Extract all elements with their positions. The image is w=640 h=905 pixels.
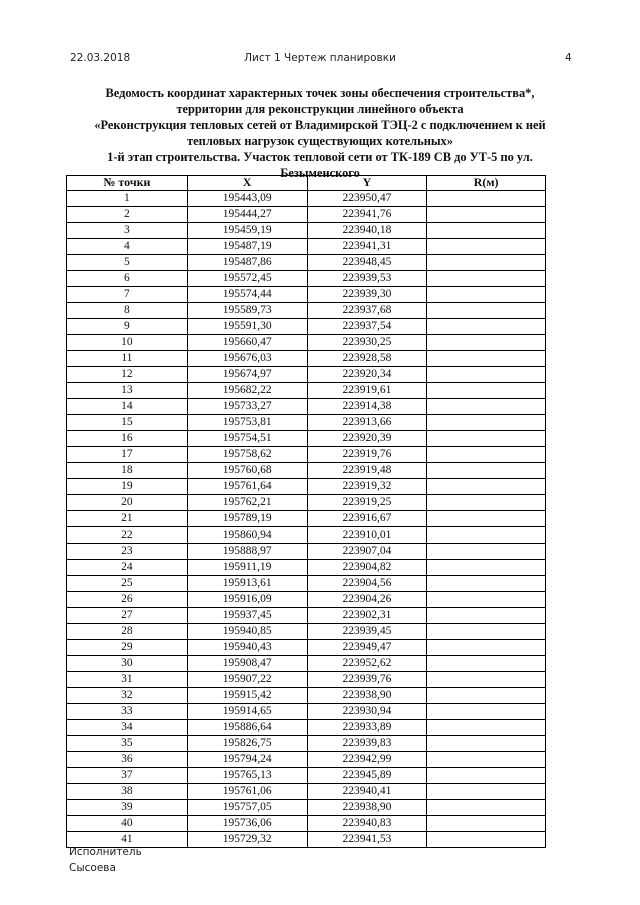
cell-x: 195826,75 — [187, 736, 307, 752]
cell-radius — [427, 286, 546, 302]
table-header-row — [67, 176, 546, 191]
footer-executor-label: Исполнитель — [69, 846, 142, 858]
title-line: Ведомость координат характерных точек зоны обеспечения строительства*, — [105, 86, 535, 100]
cell-y: 223941,76 — [307, 206, 427, 222]
cell-y: 223952,62 — [307, 655, 427, 671]
cell-point-number: 20 — [67, 495, 188, 511]
cell-x: 195754,51 — [187, 431, 307, 447]
cell-radius — [427, 270, 546, 286]
table-row — [67, 816, 546, 832]
table-row — [67, 511, 546, 527]
cell-point-number: 9 — [67, 318, 188, 334]
table-row — [67, 367, 546, 383]
table-row — [67, 607, 546, 623]
cell-x: 195459,19 — [187, 222, 307, 238]
cell-x: 195794,24 — [187, 752, 307, 768]
cell-y: 223940,18 — [307, 222, 427, 238]
cell-radius — [427, 415, 546, 431]
table-row — [67, 720, 546, 736]
cell-radius — [427, 238, 546, 254]
cell-y: 223920,34 — [307, 367, 427, 383]
cell-x: 195487,19 — [187, 238, 307, 254]
cell-x: 195682,22 — [187, 383, 307, 399]
cell-point-number: 19 — [67, 479, 188, 495]
cell-point-number: 40 — [67, 816, 188, 832]
cell-point-number: 6 — [67, 270, 188, 286]
cell-radius — [427, 431, 546, 447]
cell-y: 223904,56 — [307, 575, 427, 591]
cell-y: 223919,48 — [307, 463, 427, 479]
cell-radius — [427, 752, 546, 768]
cell-x: 195940,85 — [187, 623, 307, 639]
table-row — [67, 623, 546, 639]
column-header-point-number: № точки — [67, 176, 188, 191]
cell-y: 223940,41 — [307, 784, 427, 800]
cell-x: 195676,03 — [187, 350, 307, 366]
cell-radius — [427, 784, 546, 800]
cell-point-number: 10 — [67, 334, 188, 350]
cell-point-number: 18 — [67, 463, 188, 479]
cell-point-number: 5 — [67, 254, 188, 270]
cell-x: 195860,94 — [187, 527, 307, 543]
cell-point-number: 25 — [67, 575, 188, 591]
cell-y: 223938,90 — [307, 800, 427, 816]
cell-y: 223930,25 — [307, 334, 427, 350]
cell-radius — [427, 543, 546, 559]
cell-radius — [427, 720, 546, 736]
table-row — [67, 639, 546, 655]
cell-point-number: 16 — [67, 431, 188, 447]
cell-y: 223907,04 — [307, 543, 427, 559]
cell-x: 195789,19 — [187, 511, 307, 527]
cell-point-number: 28 — [67, 623, 188, 639]
table-row — [67, 222, 546, 238]
cell-y: 223902,31 — [307, 607, 427, 623]
cell-y: 223913,66 — [307, 415, 427, 431]
cell-y: 223939,30 — [307, 286, 427, 302]
table-row — [67, 415, 546, 431]
table-row — [67, 591, 546, 607]
table-row — [67, 800, 546, 816]
cell-radius — [427, 527, 546, 543]
cell-radius — [427, 190, 546, 206]
cell-point-number: 33 — [67, 704, 188, 720]
table-row — [67, 704, 546, 720]
table-row — [67, 463, 546, 479]
table-row — [67, 350, 546, 366]
column-header-radius: R(м) — [427, 176, 546, 191]
cell-point-number: 26 — [67, 591, 188, 607]
cell-point-number: 29 — [67, 639, 188, 655]
table-row — [67, 334, 546, 350]
cell-point-number: 3 — [67, 222, 188, 238]
title-line: территории для реконструкции линейного объекта — [176, 101, 464, 116]
header-sheet-title: Лист 1 Чертеж планировки — [244, 52, 396, 64]
table-row — [67, 736, 546, 752]
cell-y: 223937,54 — [307, 318, 427, 334]
cell-radius — [427, 511, 546, 527]
cell-point-number: 30 — [67, 655, 188, 671]
cell-radius — [427, 607, 546, 623]
cell-radius — [427, 383, 546, 399]
cell-point-number: 15 — [67, 415, 188, 431]
cell-point-number: 7 — [67, 286, 188, 302]
table-row — [67, 527, 546, 543]
column-header-y: Y — [307, 176, 427, 191]
cell-y: 223939,83 — [307, 736, 427, 752]
cell-point-number: 38 — [67, 784, 188, 800]
cell-x: 195765,13 — [187, 768, 307, 784]
table-row — [67, 784, 546, 800]
cell-radius — [427, 479, 546, 495]
table-row — [67, 559, 546, 575]
cell-point-number: 8 — [67, 302, 188, 318]
table-row — [67, 671, 546, 687]
document-title — [40, 86, 600, 181]
cell-y: 223910,01 — [307, 527, 427, 543]
cell-point-number: 41 — [67, 832, 188, 848]
cell-radius — [427, 495, 546, 511]
cell-y: 223928,58 — [307, 350, 427, 366]
cell-y: 223920,39 — [307, 431, 427, 447]
cell-y: 223919,76 — [307, 447, 427, 463]
cell-point-number: 36 — [67, 752, 188, 768]
cell-point-number: 37 — [67, 768, 188, 784]
cell-point-number: 31 — [67, 671, 188, 687]
cell-y: 223930,94 — [307, 704, 427, 720]
cell-y: 223919,25 — [307, 495, 427, 511]
title-line: тепловых нагрузок существующих котельных» — [187, 133, 453, 148]
cell-x: 195753,81 — [187, 415, 307, 431]
cell-radius — [427, 302, 546, 318]
cell-point-number: 4 — [67, 238, 188, 254]
cell-point-number: 35 — [67, 736, 188, 752]
cell-y: 223914,38 — [307, 399, 427, 415]
cell-y: 223948,45 — [307, 254, 427, 270]
cell-x: 195444,27 — [187, 206, 307, 222]
cell-x: 195888,97 — [187, 543, 307, 559]
cell-x: 195736,06 — [187, 816, 307, 832]
table-row — [67, 206, 546, 222]
table-row — [67, 431, 546, 447]
cell-y: 223916,67 — [307, 511, 427, 527]
cell-radius — [427, 575, 546, 591]
cell-point-number: 22 — [67, 527, 188, 543]
cell-x: 195914,65 — [187, 704, 307, 720]
cell-y: 223904,82 — [307, 559, 427, 575]
cell-x: 195572,45 — [187, 270, 307, 286]
cell-radius — [427, 222, 546, 238]
cell-radius — [427, 736, 546, 752]
cell-x: 195591,30 — [187, 318, 307, 334]
cell-radius — [427, 591, 546, 607]
table-row — [67, 254, 546, 270]
cell-y: 223937,68 — [307, 302, 427, 318]
header-date: 22.03.2018 — [70, 52, 131, 64]
cell-radius — [427, 318, 546, 334]
table-row — [67, 479, 546, 495]
cell-y: 223941,53 — [307, 832, 427, 848]
table-row — [67, 752, 546, 768]
cell-radius — [427, 206, 546, 222]
cell-point-number: 17 — [67, 447, 188, 463]
cell-y: 223938,90 — [307, 687, 427, 703]
table-row — [67, 543, 546, 559]
cell-x: 195729,32 — [187, 832, 307, 848]
cell-x: 195758,62 — [187, 447, 307, 463]
cell-point-number: 27 — [67, 607, 188, 623]
cell-radius — [427, 816, 546, 832]
cell-radius — [427, 768, 546, 784]
cell-x: 195937,45 — [187, 607, 307, 623]
table-row — [67, 768, 546, 784]
table-row — [67, 318, 546, 334]
cell-x: 195674,97 — [187, 367, 307, 383]
cell-x: 195660,47 — [187, 334, 307, 350]
cell-y: 223919,32 — [307, 479, 427, 495]
cell-radius — [427, 800, 546, 816]
cell-x: 195908,47 — [187, 655, 307, 671]
cell-y: 223939,53 — [307, 270, 427, 286]
cell-y: 223950,47 — [307, 190, 427, 206]
table-row — [67, 302, 546, 318]
column-header-x: X — [187, 176, 307, 191]
cell-y: 223941,31 — [307, 238, 427, 254]
cell-x: 195757,05 — [187, 800, 307, 816]
cell-y: 223940,83 — [307, 816, 427, 832]
table-row — [67, 575, 546, 591]
cell-point-number: 24 — [67, 559, 188, 575]
title-line: 1-й этап строительства. Участок тепловой сети от ТК-189 СВ до УТ-5 по ул. — [107, 149, 533, 164]
cell-y: 223942,99 — [307, 752, 427, 768]
cell-x: 195574,44 — [187, 286, 307, 302]
cell-x: 195915,42 — [187, 687, 307, 703]
cell-point-number: 1 — [67, 190, 188, 206]
cell-point-number: 39 — [67, 800, 188, 816]
cell-x: 195733,27 — [187, 399, 307, 415]
cell-point-number: 32 — [67, 687, 188, 703]
cell-x: 195916,09 — [187, 591, 307, 607]
table-row — [67, 238, 546, 254]
table-row — [67, 687, 546, 703]
cell-radius — [427, 254, 546, 270]
cell-point-number: 14 — [67, 399, 188, 415]
title-line: Безыменского — [280, 165, 360, 180]
cell-x: 195907,22 — [187, 671, 307, 687]
cell-x: 195762,21 — [187, 495, 307, 511]
cell-radius — [427, 671, 546, 687]
cell-y: 223945,89 — [307, 768, 427, 784]
cell-x: 195886,64 — [187, 720, 307, 736]
cell-y: 223919,61 — [307, 383, 427, 399]
title-line: «Реконструкция тепловых сетей от Владимирской ТЭЦ-2 с подключением к ней — [94, 117, 546, 132]
cell-x: 195911,19 — [187, 559, 307, 575]
cell-radius — [427, 367, 546, 383]
coordinates-table — [66, 175, 546, 848]
table-body — [67, 190, 546, 848]
footer-executor-name: Сысоева — [69, 862, 116, 874]
table-row — [67, 655, 546, 671]
cell-radius — [427, 334, 546, 350]
cell-x: 195940,43 — [187, 639, 307, 655]
cell-point-number: 11 — [67, 350, 188, 366]
cell-radius — [427, 832, 546, 848]
table-row — [67, 286, 546, 302]
cell-radius — [427, 655, 546, 671]
table-row — [67, 190, 546, 206]
header-page-number: 4 — [565, 52, 572, 64]
cell-x: 195761,64 — [187, 479, 307, 495]
cell-y: 223933,89 — [307, 720, 427, 736]
cell-radius — [427, 704, 546, 720]
table-row — [67, 399, 546, 415]
table-row — [67, 270, 546, 286]
table-row — [67, 447, 546, 463]
cell-y: 223939,76 — [307, 671, 427, 687]
cell-point-number: 34 — [67, 720, 188, 736]
cell-y: 223939,45 — [307, 623, 427, 639]
cell-x: 195761,06 — [187, 784, 307, 800]
cell-radius — [427, 559, 546, 575]
cell-point-number: 21 — [67, 511, 188, 527]
table-row — [67, 495, 546, 511]
cell-radius — [427, 623, 546, 639]
cell-radius — [427, 447, 546, 463]
cell-x: 195913,61 — [187, 575, 307, 591]
cell-point-number: 2 — [67, 206, 188, 222]
cell-radius — [427, 639, 546, 655]
table-row — [67, 383, 546, 399]
cell-x: 195589,73 — [187, 302, 307, 318]
cell-radius — [427, 463, 546, 479]
cell-x: 195760,68 — [187, 463, 307, 479]
cell-point-number: 23 — [67, 543, 188, 559]
cell-y: 223904,26 — [307, 591, 427, 607]
cell-point-number: 13 — [67, 383, 188, 399]
cell-x: 195443,09 — [187, 190, 307, 206]
cell-radius — [427, 350, 546, 366]
cell-point-number: 12 — [67, 367, 188, 383]
cell-radius — [427, 687, 546, 703]
cell-radius — [427, 399, 546, 415]
cell-x: 195487,86 — [187, 254, 307, 270]
cell-y: 223949,47 — [307, 639, 427, 655]
